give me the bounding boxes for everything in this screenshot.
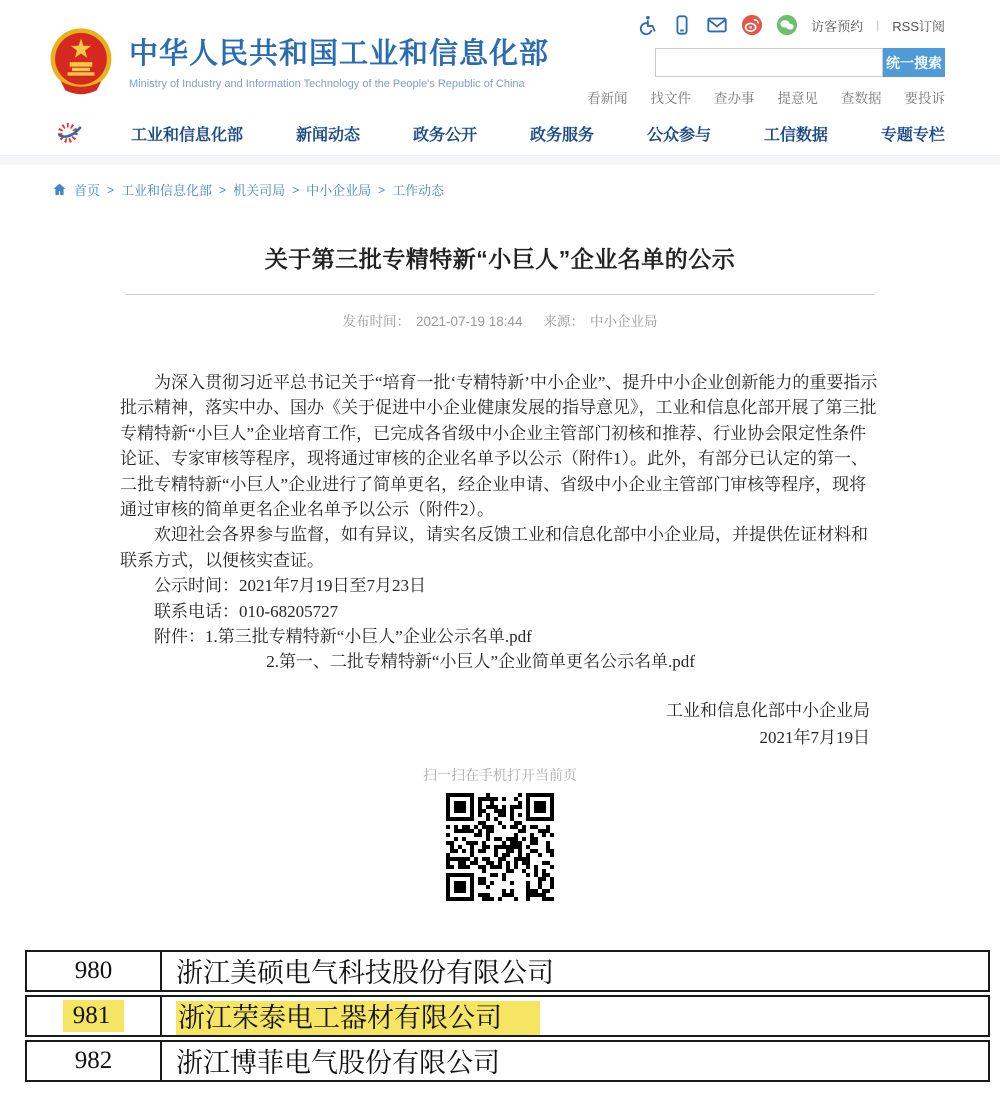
row-number: 980 [74,956,113,984]
header-tools [587,14,945,107]
breadcrumb-miit[interactable]: 工业和信息化部 [121,183,213,198]
site-identity [45,14,549,107]
visitor-appointment-link[interactable]: 访客预约 [811,18,864,34]
national-emblem-logo [45,25,117,97]
utility-row [636,14,945,36]
annex-table [25,950,990,1082]
company-name-cell [162,951,988,990]
nav-item-gov-services[interactable]: 政务服务 [529,126,594,144]
attachment-line-1 [120,624,880,649]
publish-time-label: 发布时间： [342,314,410,329]
main-nav [0,113,1000,155]
nav-item-special-topics[interactable]: 专题专栏 [880,126,945,144]
nav-bottom-strip [0,155,1000,165]
mobile-icon[interactable] [671,14,693,36]
unified-search-button[interactable]: 统一搜索 [883,48,945,77]
quick-link-data[interactable]: 查数据 [841,91,882,106]
table-row [25,950,990,992]
attachment-prefix: 附件： [154,627,205,647]
breadcrumb-sme-bureau[interactable]: 中小企业局 [306,183,372,198]
accessibility-icon[interactable] [636,14,658,36]
article-title: 关于第三批专精特新“小巨人”企业名单的公示 [264,246,736,272]
row-number: 982 [74,1046,113,1074]
site-subtitle: Ministry of Industry and Information Technology of the People's Republic of China [129,78,525,90]
nav-item-data[interactable]: 工信数据 [763,126,828,144]
contact-phone-line: 联系电话：010-68205727 [154,601,339,621]
title-divider [125,294,875,295]
paragraph-1: 为深入贯彻习近平总书记关于“培育一批‘专精特新’中小企业”、提升中小企业创新能力的重要指示批示精神，落实中办、国办《关于促进中小企业健康发展的指导意见》，工业和信息化部开展了第三批专精特新“小巨人”企业培育工作，已完成各省级中小企业主管部门初核和推荐、行业协会限定性条件论证、专家审核等程序，现将通过审核的企业名单予以公示（附件1）。此外，有部分已认定的第一、二批专精特新“小巨人”企业进行了简单更名，经企业申请、省级中小企业主管部门审核等程序，现将通过审核的简单更名企业名单予以公示（附件2）。 [120,373,878,520]
nav-item-news[interactable]: 新闻动态 [295,126,360,144]
quick-link-suggestions[interactable]: 提意见 [777,91,818,106]
home-icon[interactable] [52,182,67,197]
nav-item-gov-disclosure[interactable]: 政务公开 [412,126,477,144]
attachment-line-2 [120,649,880,674]
signature-org: 工业和信息化部中小企业局 [666,700,870,720]
row-number-cell [27,997,162,1035]
publish-time: 2021-07-19 18:44 [415,314,523,329]
nav-items [131,122,945,145]
table-row-highlighted [25,995,990,1037]
article [0,241,1000,906]
table-row [25,1040,990,1082]
company-name: 浙江博菲电气股份有限公司 [176,1048,500,1079]
weibo-icon[interactable] [741,14,763,36]
company-name: 浙江美硕电气科技股份有限公司 [176,958,554,989]
nav-item-miit[interactable]: 工业和信息化部 [131,126,244,144]
nav-item-public-participation[interactable]: 公众参与 [646,126,711,144]
miit-gear-logo-icon [55,119,83,147]
public-period-line: 公示时间：2021年7月19日至7月23日 [154,576,426,596]
quick-link-complaints[interactable]: 要投诉 [904,91,945,106]
wechat-icon[interactable] [776,14,798,36]
quick-links [587,87,945,107]
attachment-1-link[interactable]: 1.第三批专精特新“小巨人”企业公示名单.pdf [205,627,532,647]
breadcrumb-separator: > [107,182,115,197]
site-header [0,0,1000,113]
quick-link-news[interactable]: 看新闻 [587,91,628,106]
article-body [120,370,880,675]
quick-link-services[interactable]: 查办事 [714,91,755,106]
breadcrumb-work-updates[interactable]: 工作动态 [392,183,445,198]
mail-icon[interactable] [706,14,728,36]
breadcrumb-home[interactable]: 首页 [74,183,101,198]
row-number-cell [27,952,162,990]
breadcrumb-departments[interactable]: 机关司局 [233,183,286,198]
row-number: 981 [63,1000,125,1032]
company-name-cell [162,1041,988,1080]
site-title-block [129,31,549,90]
signature-block [120,697,880,751]
breadcrumb-separator: > [219,182,227,197]
quick-link-documents[interactable]: 找文件 [650,91,691,106]
row-number-cell [27,1042,162,1080]
source-label: 来源： [543,314,585,329]
qr-section [120,765,880,906]
qr-code [446,793,554,901]
breadcrumb [0,165,1000,209]
company-name-cell [162,996,988,1035]
paragraph-2: 欢迎社会各界参与监督，如有异议，请实名反馈工业和信息化部中小企业局，并提供佐证材料和联系方式，以便核实查证。 [120,525,868,570]
bottom-spacer [0,1085,1000,1103]
company-name: 浙江荣泰电工器材有限公司 [176,1001,540,1035]
search-bar [655,48,945,77]
qr-caption: 扫一扫在手机打开当前页 [423,766,577,783]
breadcrumb-separator: > [292,182,300,197]
search-input[interactable] [655,48,883,77]
signature-date: 2021年7月19日 [759,727,870,747]
site-title: 中华人民共和国工业和信息化部 [129,38,550,70]
rss-subscribe-link[interactable]: RSS订阅 [892,18,945,34]
article-meta [120,310,880,330]
attachment-2-link[interactable]: 2.第一、二批专精特新“小巨人”企业简单更名公示名单.pdf [266,652,695,672]
source-value: 中小企业局 [590,314,658,329]
utility-separator: | [876,18,880,32]
breadcrumb-separator: > [378,182,386,197]
